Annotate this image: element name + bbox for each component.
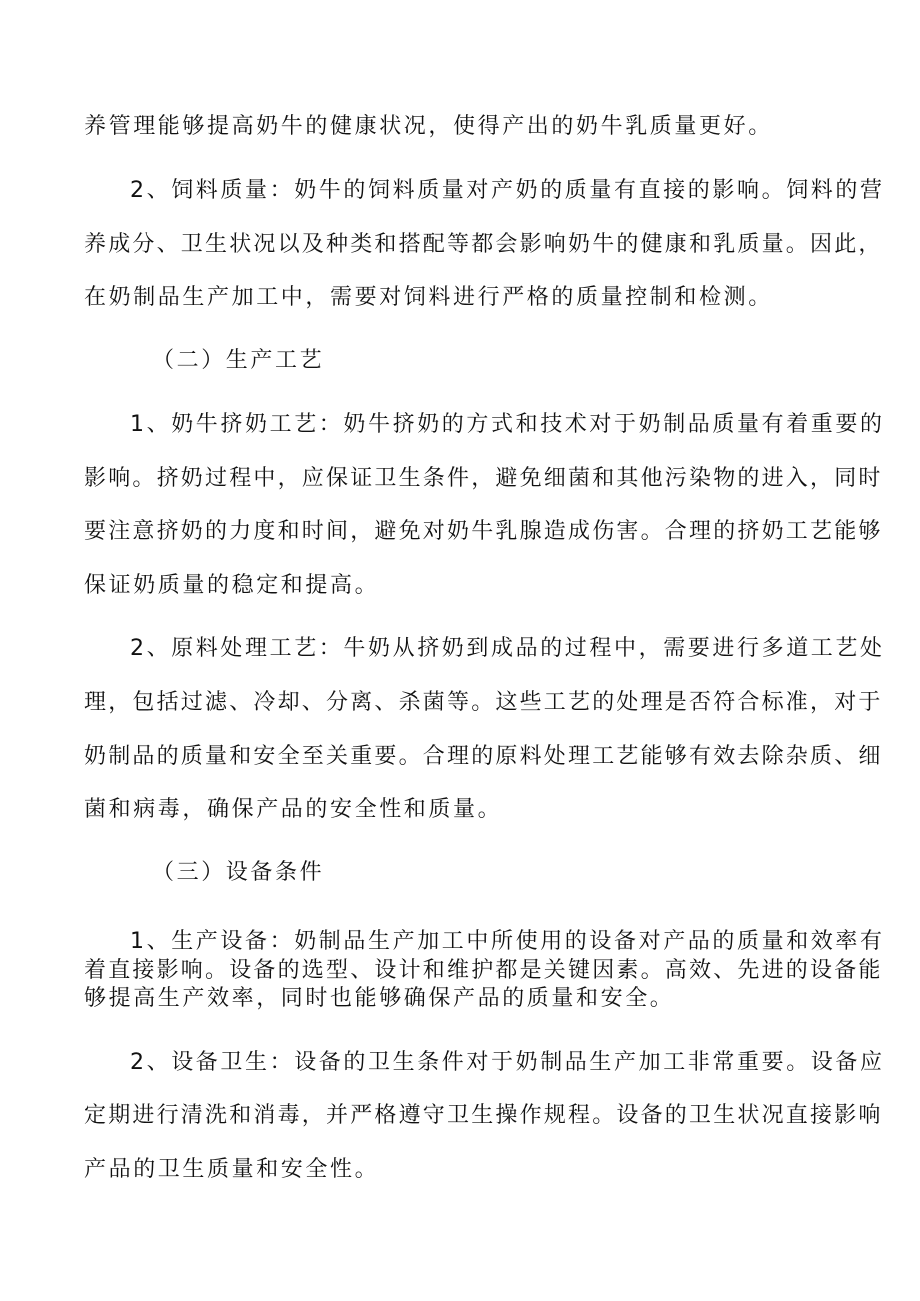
paragraph-equipment-hygiene-line-3: 产品的卫生质量和安全性。 [84, 1157, 380, 1182]
paragraph-milking-line-4: 保证奶质量的稳定和提高。 [84, 573, 380, 598]
paragraph-raw-material-line-3: 奶制品的质量和安全至关重要。合理的原料处理工艺能够有效去除杂质、细 [84, 744, 883, 769]
paragraph-production-equipment-line-3: 够提高生产效率，同时也能够确保产品的质量和安全。 [84, 986, 675, 1011]
section-heading-equipment-conditions: （三）设备条件 [152, 860, 325, 885]
paragraph-equipment-hygiene-line-2: 定期进行清洗和消毒，并严格遵守卫生操作规程。设备的卫生状况直接影响 [84, 1103, 883, 1128]
paragraph-equipment-hygiene-line-1: 2、设备卫生：设备的卫生条件对于奶制品生产加工非常重要。设备应 [130, 1050, 885, 1075]
section-heading-production-process: （二）生产工艺 [152, 348, 325, 373]
paragraph-milking-line-3: 要注意挤奶的力度和时间，避免对奶牛乳腺造成伤害。合理的挤奶工艺能够 [84, 519, 883, 544]
paragraph-raw-material-line-1: 2、原料处理工艺：牛奶从挤奶到成品的过程中，需要进行多道工艺处 [130, 636, 885, 661]
paragraph-production-equipment-line-1: 1、生产设备：奶制品生产加工中所使用的设备对产品的质量和效率有 [130, 929, 885, 954]
paragraph-raw-material-line-4: 菌和病毒，确保产品的安全性和质量。 [84, 797, 503, 822]
paragraph-production-equipment-line-2: 着直接影响。设备的选型、设计和维护都是关键因素。高效、先进的设备能 [84, 958, 883, 983]
paragraph-feed-quality-line-1: 2、饲料质量：奶牛的饲料质量对产奶的质量有直接的影响。饲料的营 [130, 178, 885, 203]
paragraph-milking-line-1: 1、奶牛挤奶工艺：奶牛挤奶的方式和技术对于奶制品质量有着重要的 [130, 412, 885, 437]
paragraph-raw-material-line-2: 理，包括过滤、冷却、分离、杀菌等。这些工艺的处理是否符合标准，对于 [84, 690, 883, 715]
paragraph-feed-quality-line-2: 养成分、卫生状况以及种类和搭配等都会影响奶牛的健康和乳质量。因此， [84, 232, 883, 257]
paragraph-feed-quality-line-3: 在奶制品生产加工中，需要对饲料进行严格的质量控制和检测。 [84, 285, 773, 310]
text-line: 养管理能够提高奶牛的健康状况，使得产出的奶牛乳质量更好。 [84, 114, 773, 139]
paragraph-milking-line-2: 影响。挤奶过程中，应保证卫生条件，避免细菌和其他污染物的进入，同时 [84, 466, 883, 491]
